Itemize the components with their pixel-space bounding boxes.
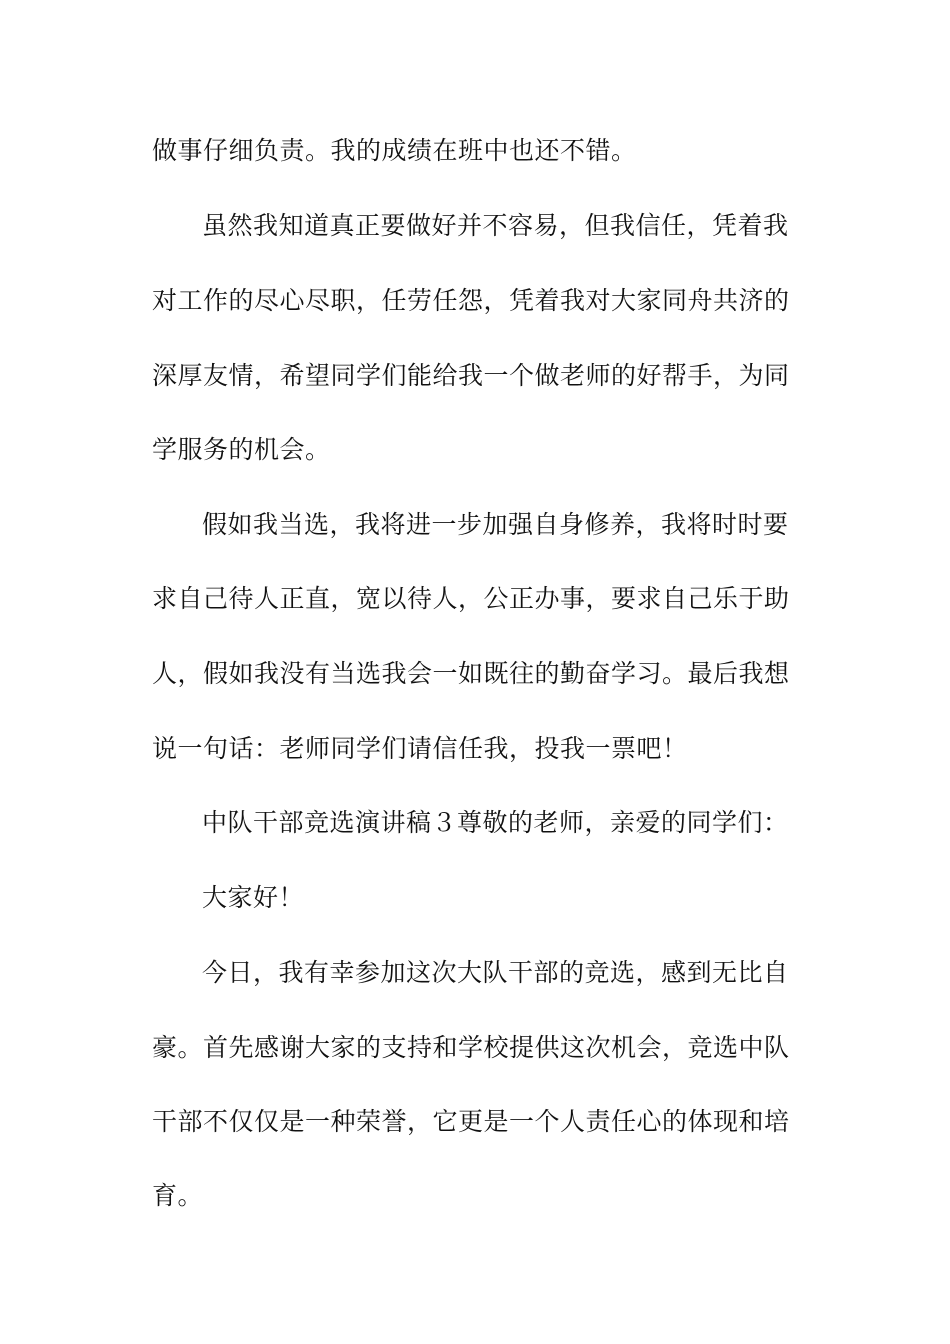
text-line: 说一句话：老师同学们请信任我，投我一票吧！ — [152, 734, 688, 763]
text-line: 豪。首先感谢大家的支持和学校提供这次机会，竞选中队 — [152, 1033, 790, 1062]
text-line: 做事仔细负责。我的成绩在班中也还不错。 — [152, 136, 637, 165]
text-line: 干部不仅仅是一种荣誉，它更是一个人责任心的体现和培 — [152, 1107, 790, 1136]
text-line: 人，假如我没有当选我会一如既往的勤奋学习。最后我想 — [152, 659, 790, 688]
text-line: 今日，我有幸参加这次大队干部的竞选，感到无比自 — [202, 958, 789, 987]
text-line: 大家好！ — [202, 883, 305, 912]
text-line: 中队干部竞选演讲稿３尊敬的老师，亲爱的同学们： — [202, 808, 789, 837]
text-line: 虽然我知道真正要做好并不容易，但我信任，凭着我 — [202, 211, 789, 240]
text-line: 求自己待人正直，宽以待人，公正办事，要求自己乐于助 — [152, 584, 790, 613]
text-line: 假如我当选，我将进一步加强自身修养，我将时时要 — [202, 510, 789, 539]
text-line: 深厚友情，希望同学们能给我一个做老师的好帮手，为同 — [152, 361, 790, 390]
text-line: 学服务的机会。 — [152, 435, 331, 464]
text-line: 育。 — [152, 1181, 204, 1210]
text-line: 对工作的尽心尽职，任劳任怨，凭着我对大家同舟共济的 — [152, 286, 790, 315]
